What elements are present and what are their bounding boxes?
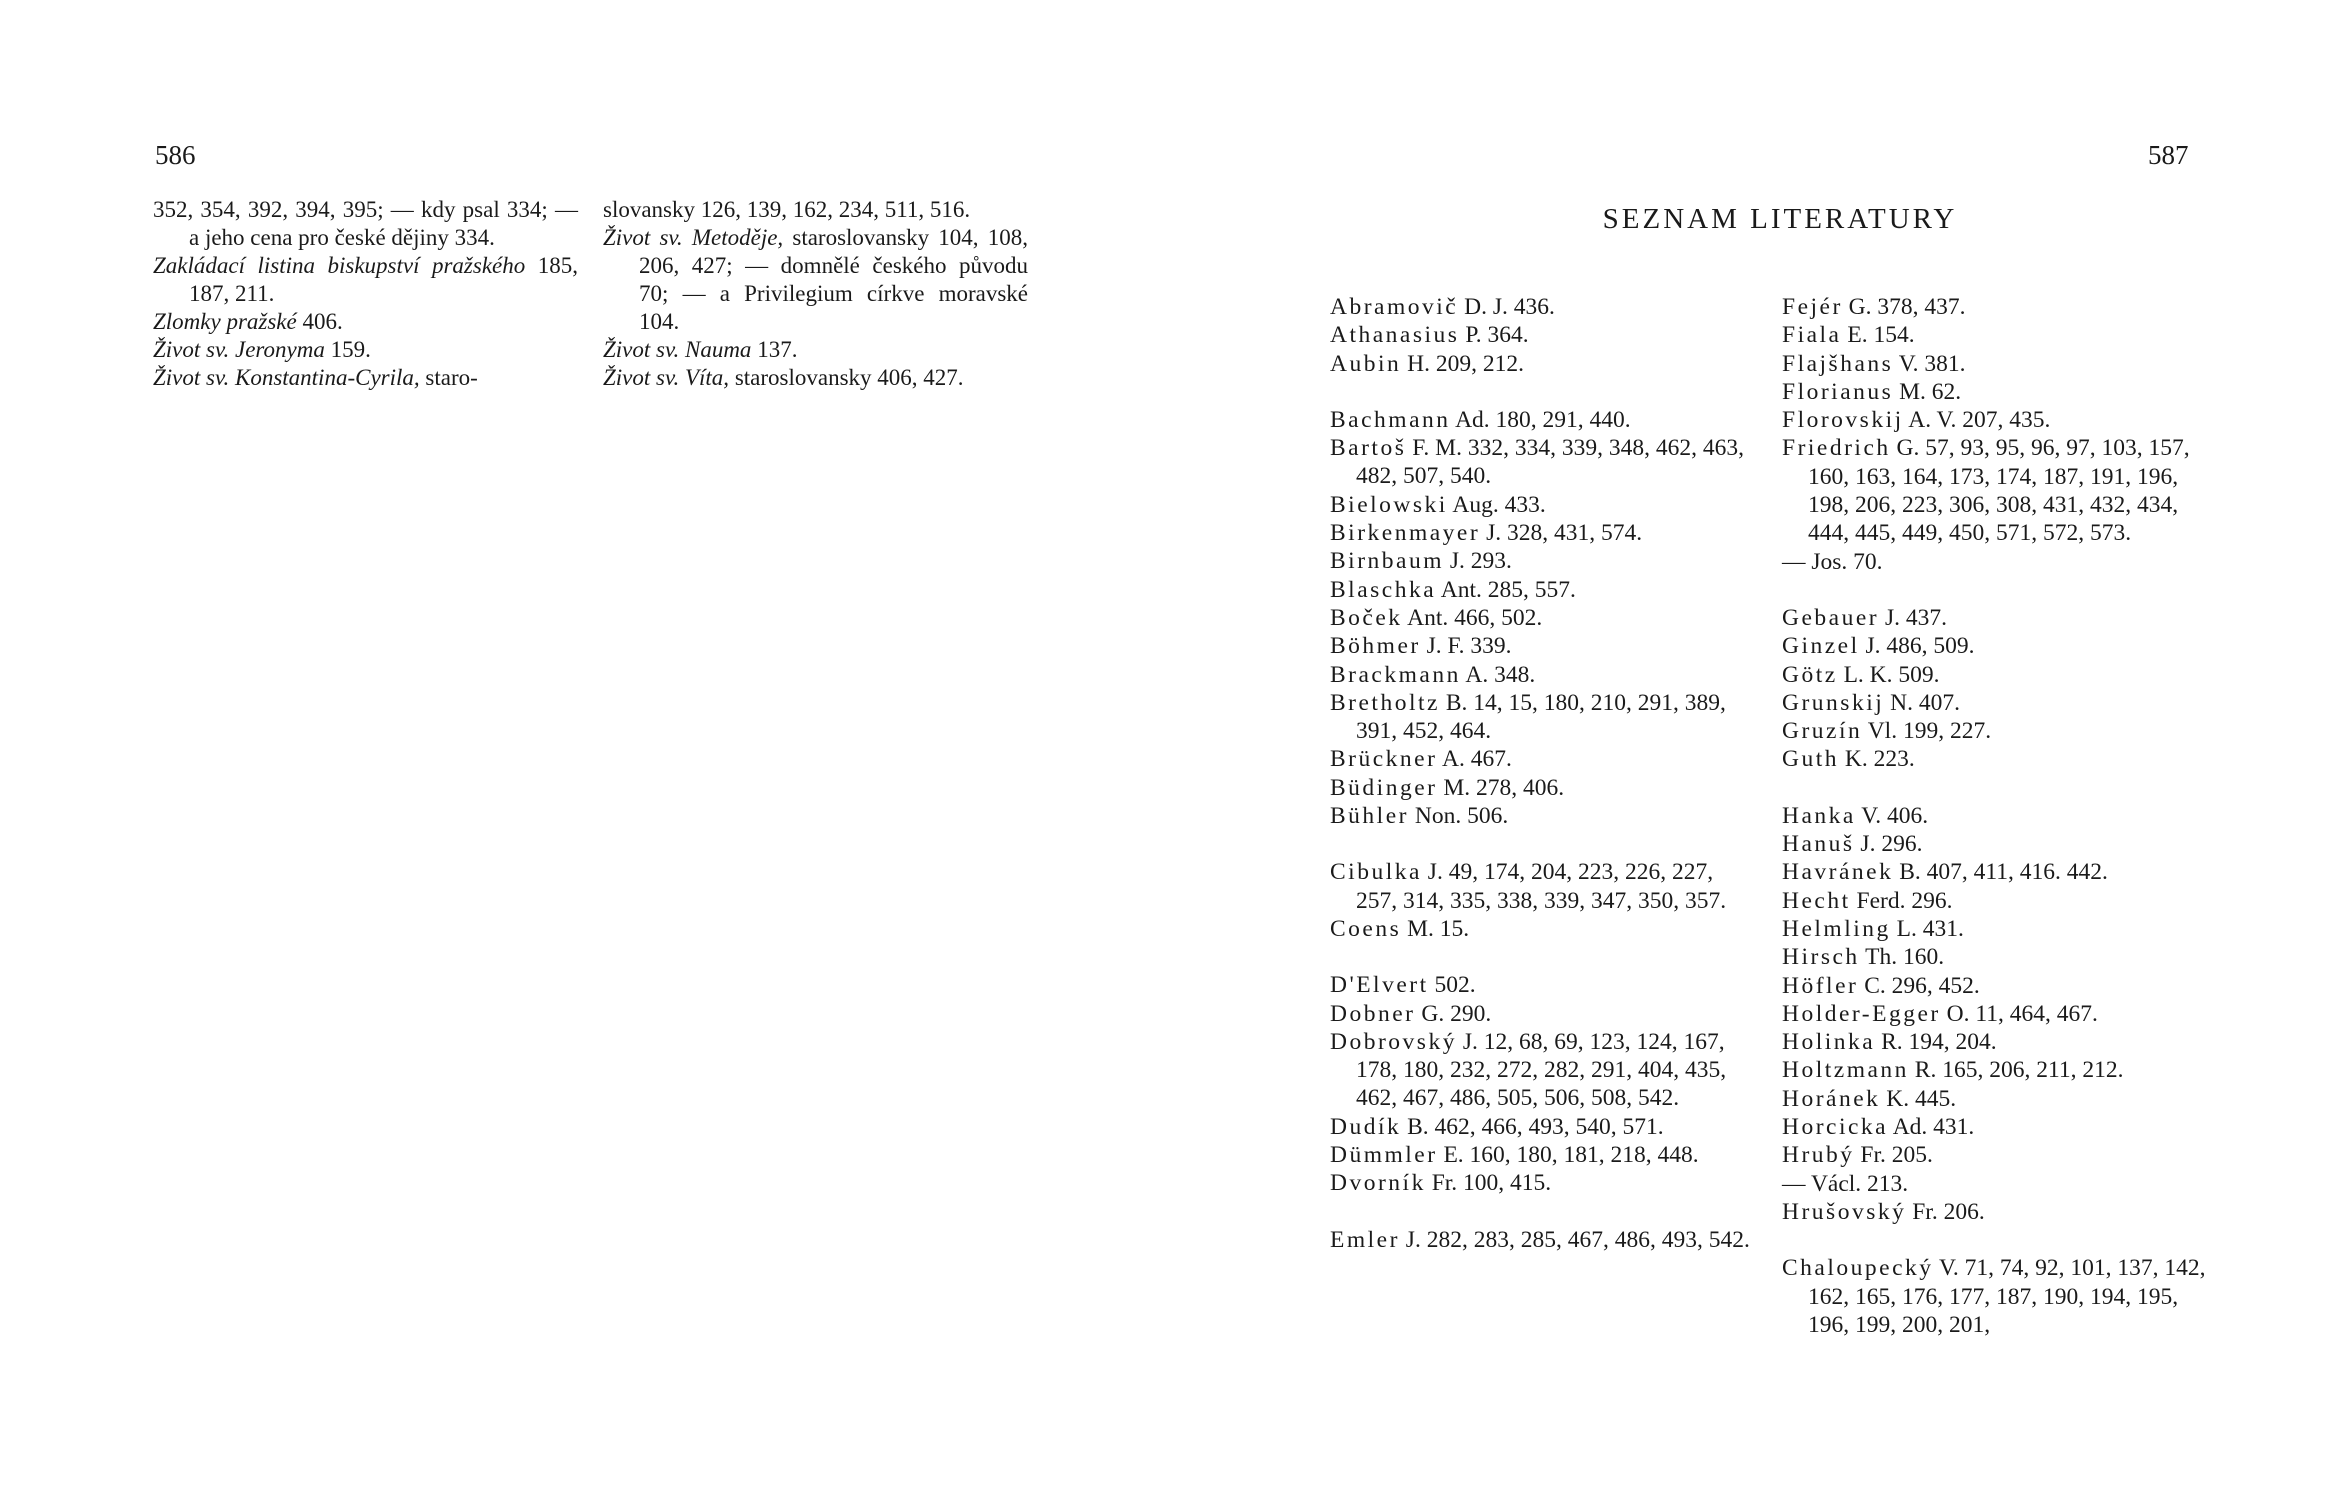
entry-title: Život sv. Konstantina-Cyrila, <box>153 365 420 390</box>
bibliography-entry <box>1782 830 2212 858</box>
bibliography-entry <box>1330 406 1750 434</box>
page-references: 502. <box>1428 972 1476 999</box>
author-name: Bielowski <box>1330 491 1448 518</box>
bibliography-entry <box>1330 547 1750 575</box>
page-references: N. 407. <box>1884 689 1960 716</box>
author-name: Dobner <box>1330 1000 1416 1027</box>
author-name: Holder-Egger <box>1782 1000 1941 1027</box>
bibliography-entry <box>1782 1254 2212 1339</box>
bibliography-entry <box>1330 350 1750 378</box>
letter-group-spacer <box>1330 378 1750 406</box>
bibliography-entry <box>1782 1198 2212 1226</box>
page-references: F. M. 332, 334, 339, 348, 462, 463, 482, 507, 540. <box>1356 435 1744 490</box>
author-name: Abramovič <box>1330 294 1459 320</box>
bibliography-entry <box>1782 434 2212 547</box>
author-name: Grunskij <box>1782 689 1885 716</box>
page-references: J. 282, 283, 285, 467, 486, 493, 542. <box>1399 1226 1750 1253</box>
author-name: Gebauer <box>1782 604 1880 631</box>
bibliography-entry <box>1782 717 2212 745</box>
author-name: Boček <box>1330 604 1403 631</box>
bibliography-entry <box>1330 632 1750 660</box>
bibliography-entry <box>1330 293 1750 321</box>
bibliography-entry <box>1330 519 1750 547</box>
author-name: Birkenmayer <box>1330 520 1481 547</box>
page-references: V. 406. <box>1855 802 1929 829</box>
page-references: B. 407, 411, 416. 442. <box>1893 859 2108 886</box>
author-name: Götz <box>1782 661 1838 688</box>
page-references: J. 437. <box>1879 604 1947 631</box>
page-references: Fr. 206. <box>1906 1198 1985 1225</box>
page-references: Ad. 431. <box>1888 1114 1975 1141</box>
page-references: E. 160, 180, 181, 218, 448. <box>1437 1142 1699 1169</box>
author-name: Hecht <box>1782 887 1851 914</box>
page-references: K. 445. <box>1880 1085 1957 1112</box>
author-name: Höfler <box>1782 972 1859 999</box>
page-references: Ferd. 296. <box>1850 887 1953 914</box>
entry-title: Život sv. Jeronyma <box>153 337 325 362</box>
index-entry <box>603 336 1028 364</box>
author-name: Guth <box>1782 746 1839 773</box>
page-references: Vl. 199, 227. <box>1862 718 1992 745</box>
index-entry <box>153 196 578 252</box>
bibliography-entry <box>1330 802 1750 830</box>
author-name: Fiala <box>1782 322 1842 349</box>
page-references: L. 431. <box>1890 915 1964 942</box>
author-name: Dümmler <box>1330 1142 1438 1169</box>
page-references: B. 14, 15, 180, 210, 291, 389, 391, 452, 464. <box>1356 689 1726 745</box>
author-name: D'Elvert <box>1330 972 1429 999</box>
author-name: Fejér <box>1782 294 1843 320</box>
bibliography-column-right <box>1782 293 2212 1339</box>
author-name: Hrušovský <box>1782 1198 1907 1225</box>
author-name: Coens <box>1330 915 1402 942</box>
index-entry <box>153 336 578 364</box>
page-references: Ad. 180, 291, 440. <box>1450 406 1631 433</box>
author-name: Flajšhans <box>1782 350 1894 377</box>
entry-references: 406. <box>296 309 343 334</box>
author-name: Florovskij <box>1782 407 1904 434</box>
page-references: J. 49, 174, 204, 223, 226, 227, 257, 314, 335, 338, 339, 347, 350, 357. <box>1356 859 1727 914</box>
page-references: Non. 506. <box>1408 803 1509 830</box>
author-name: Horcicka <box>1782 1114 1889 1141</box>
index-column-right <box>603 196 1028 392</box>
bibliography-entry <box>1782 915 2212 943</box>
page-references: B. 462, 466, 493, 540, 571. <box>1401 1113 1664 1140</box>
entry-references: staro- <box>419 365 478 390</box>
author-name: Holtzmann <box>1782 1057 1909 1084</box>
author-name: Helmling <box>1782 915 1891 942</box>
author-name: Bachmann <box>1330 406 1451 433</box>
entry-references: 159. <box>324 337 371 362</box>
bibliography-entry <box>1782 745 2212 773</box>
author-name: Hrubý <box>1782 1142 1855 1169</box>
bibliography-entry <box>1782 632 2212 660</box>
page-references: R. 194, 204. <box>1875 1029 1997 1056</box>
bibliography-entry <box>1330 604 1750 632</box>
letter-group-spacer <box>1782 774 2212 802</box>
entry-references: staroslovansky 104, 108, 206, 427; — domnělé českého původu 70; — a Privilegium církve moravské 104. <box>639 225 1028 334</box>
entry-references: 137. <box>751 337 798 362</box>
bibliography-entry <box>1782 858 2212 886</box>
bibliography-entry <box>1330 1113 1750 1141</box>
page-references: D. J. 436. <box>1458 294 1555 320</box>
page-references: O. 11, 464, 467. <box>1940 1000 2098 1027</box>
bibliography-entry <box>1330 689 1750 746</box>
bibliography-entry <box>1782 350 2212 378</box>
bibliography-column-left <box>1330 293 1750 1254</box>
letter-group-spacer <box>1330 830 1750 858</box>
bibliography-entry <box>1782 1113 2212 1141</box>
left-page-number: 586 <box>155 140 196 170</box>
author-name: Büdinger <box>1330 774 1438 801</box>
bibliography-entry <box>1330 774 1750 802</box>
bibliography-entry <box>1782 887 2212 915</box>
bibliography-entry <box>1330 745 1750 773</box>
entry-references: staroslovansky 406, 427. <box>729 365 964 390</box>
bibliography-entry <box>1782 972 2212 1000</box>
author-name: Dvorník <box>1330 1170 1426 1197</box>
author-name: Cibulka <box>1330 859 1422 886</box>
page-references: — Jos. 70. <box>1782 548 1883 575</box>
bibliography-entry <box>1330 1226 1750 1254</box>
author-name: Hanuš <box>1782 831 1855 858</box>
page-references: V. 381. <box>1893 350 1966 377</box>
bibliography-entry <box>1782 802 2212 830</box>
author-name: Bühler <box>1330 803 1409 830</box>
author-name: Hanka <box>1782 802 1856 829</box>
author-name: Blaschka <box>1330 576 1437 603</box>
index-column-left <box>153 196 578 392</box>
author-name: Ginzel <box>1782 633 1860 660</box>
letter-group-spacer <box>1330 943 1750 971</box>
page-references: Th. 160. <box>1859 944 1945 971</box>
page-references: Ant. 285, 557. <box>1436 576 1576 603</box>
bibliography-entry <box>1330 858 1750 915</box>
author-name: Dobrovský <box>1330 1028 1457 1055</box>
letter-group-spacer <box>1782 1226 2212 1254</box>
index-entry <box>153 252 578 308</box>
author-name: Athanasius <box>1330 322 1460 349</box>
author-name: Birnbaum <box>1330 548 1444 575</box>
author-name: Florianus <box>1782 378 1894 405</box>
index-entry <box>153 364 578 392</box>
page-references: C. 296, 452. <box>1858 972 1980 999</box>
author-name: Emler <box>1330 1226 1400 1253</box>
page-references: A. 467. <box>1437 746 1512 773</box>
bibliography-entry <box>1782 406 2212 434</box>
bibliography-entry <box>1330 1169 1750 1197</box>
page-references: R. 165, 206, 211, 212. <box>1908 1057 2124 1084</box>
author-name: Chaloupecký <box>1782 1255 1934 1282</box>
letter-group-spacer <box>1330 1198 1750 1226</box>
bibliography-entry <box>1782 604 2212 632</box>
author-name: Brückner <box>1330 746 1438 773</box>
right-page-number: 587 <box>2148 140 2189 170</box>
author-name: Brackmann <box>1330 661 1461 688</box>
page-references: K. 223. <box>1839 746 1915 773</box>
entry-title: Život sv. Metoděje, <box>603 225 784 250</box>
index-entry <box>603 364 1028 392</box>
page-references: J. 293. <box>1444 548 1512 575</box>
page-references: M. 278, 406. <box>1437 774 1565 801</box>
entry-title: Zlomky pražské <box>153 309 297 334</box>
bibliography-entry <box>1330 661 1750 689</box>
bibliography-entry <box>1330 1028 1750 1113</box>
bibliography-entry <box>1330 434 1750 491</box>
page-references: L. K. 509. <box>1837 661 1940 688</box>
bibliography-entry <box>1330 1141 1750 1169</box>
bibliography-entry <box>1782 378 2212 406</box>
entry-title: Život sv. Víta, <box>603 365 730 390</box>
author-name: Dudík <box>1330 1113 1402 1140</box>
page-references: G. 290. <box>1415 1000 1492 1027</box>
author-name: Bretholtz <box>1330 689 1440 716</box>
bibliography-entry <box>1782 943 2212 971</box>
bibliography-entry <box>1782 548 2212 576</box>
author-name: Havránek <box>1782 859 1894 886</box>
page-references: Ant. 466, 502. <box>1402 604 1543 631</box>
page-references: J. 486, 509. <box>1859 633 1975 660</box>
page-references: Aug. 433. <box>1447 491 1546 518</box>
author-name: Hirsch <box>1782 944 1860 971</box>
author-name: Friedrich <box>1782 435 1891 462</box>
index-entry <box>603 196 1028 224</box>
bibliography-entry <box>1782 1000 2212 1028</box>
index-entry <box>153 308 578 336</box>
entry-title: Život sv. Nauma <box>603 337 752 362</box>
page-references: Fr. 100, 415. <box>1425 1170 1552 1197</box>
index-entry <box>603 224 1028 336</box>
page-references: J. 328, 431, 574. <box>1480 520 1643 547</box>
author-name: Aubin <box>1330 350 1402 377</box>
page-references: A. V. 207, 435. <box>1903 407 2051 434</box>
entry-references: slovansky 126, 139, 162, 234, 511, 516. <box>603 197 971 222</box>
bibliography-entry <box>1330 321 1750 349</box>
page-references: — Václ. 213. <box>1782 1170 1909 1197</box>
entry-references: 185, 187, 211. <box>189 253 578 306</box>
page-references: J. F. 339. <box>1420 633 1512 660</box>
page-references: J. 12, 68, 69, 123, 124, 167, 178, 180, 232, 272, 282, 291, 404, 435, 462, 467, 486, 505, 506, 508, 542. <box>1356 1028 1727 1112</box>
bibliography-entry <box>1782 1056 2212 1084</box>
page-references: G. 378, 437. <box>1842 294 1966 320</box>
letter-group-spacer <box>1782 576 2212 604</box>
page-references: E. 154. <box>1841 322 1915 349</box>
author-name: Holinka <box>1782 1029 1876 1056</box>
bibliography-entry <box>1330 576 1750 604</box>
page-references: M. 62. <box>1893 378 1962 405</box>
bibliography-entry <box>1782 293 2212 321</box>
bibliography-entry <box>1330 971 1750 999</box>
bibliography-entry <box>1330 491 1750 519</box>
author-name: Böhmer <box>1330 633 1421 660</box>
author-name: Bartoš <box>1330 435 1407 462</box>
bibliography-entry <box>1782 1141 2212 1169</box>
bibliography-entry <box>1782 321 2212 349</box>
bibliography-entry <box>1782 1085 2212 1113</box>
page-references: A. 348. <box>1460 661 1536 688</box>
section-title: SEZNAM LITERATURY <box>1602 203 1958 235</box>
entry-references: 352, 354, 392, 394, 395; — kdy psal 334; — a jeho cena pro české dějiny 334. <box>153 197 578 250</box>
page-references: P. 364. <box>1459 322 1529 349</box>
bibliography-entry <box>1782 661 2212 689</box>
page-references: M. 15. <box>1401 915 1470 942</box>
page-references: V. 71, 74, 92, 101, 137, 142, 162, 165, 176, 177, 187, 190, 194, 195, 196, 199, 200, 201, <box>1808 1255 2206 1338</box>
entry-title: Zakládací listina biskupství pražského <box>153 253 526 278</box>
author-name: Gruzín <box>1782 718 1863 745</box>
page-references: H. 209, 212. <box>1401 350 1524 377</box>
bibliography-entry <box>1330 1000 1750 1028</box>
author-name: Horánek <box>1782 1085 1881 1112</box>
bibliography-entry <box>1782 1170 2212 1198</box>
page-references: G. 57, 93, 95, 96, 97, 103, 157, 160, 163, 164, 173, 174, 187, 191, 196, 198, 206, 223, 306, 308, 431, 432, 434, 444, 445, 449, 450, 571, 572, 573. <box>1808 435 2190 547</box>
page-references: J. 296. <box>1854 831 1923 858</box>
bibliography-entry <box>1330 915 1750 943</box>
bibliography-entry <box>1782 1028 2212 1056</box>
bibliography-entry <box>1782 689 2212 717</box>
page-references: Fr. 205. <box>1854 1142 1933 1169</box>
